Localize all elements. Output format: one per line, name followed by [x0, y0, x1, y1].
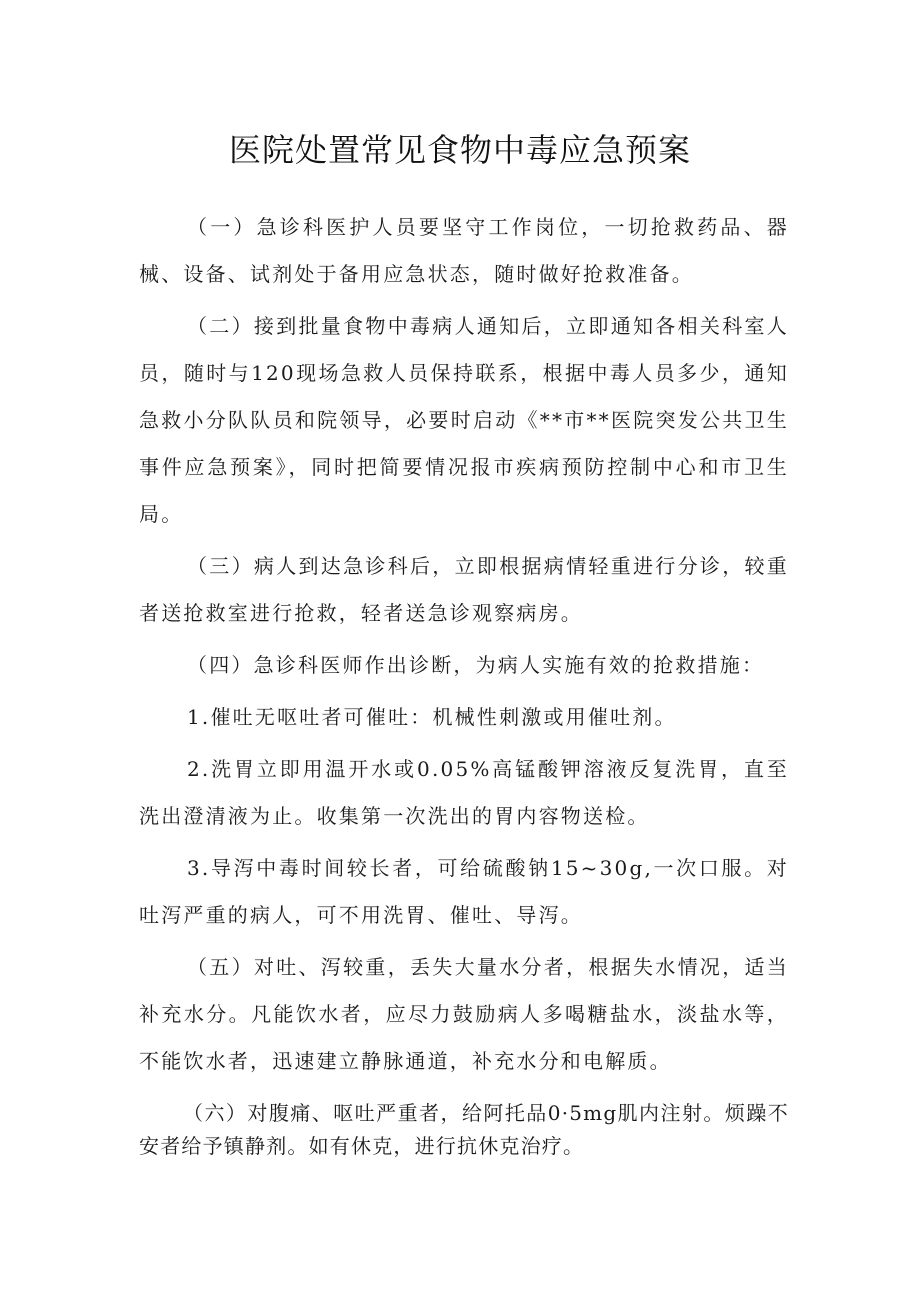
paragraph-5: （五）对吐、泻较重，丢失大量水分者，根据失水情况，适当补充水分。凡能饮水者，应尽力鼓励病人多喝糖盐水，淡盐水等，不能饮水者，迅速建立静脉通道，补充水分和电解质。 — [139, 955, 789, 1073]
document-title: 医院处置常见食物中毒应急预案 — [228, 131, 691, 169]
paragraph-6: （六）对腹痛、呕吐严重者，给阿托品0·5mg肌内注射。烦躁不安者给予镇静剂。如有休克，进行抗休克治疗。 — [139, 1101, 789, 1158]
paragraph-1: （一）急诊科医护人员要坚守工作岗位，一切抢救药品、器械、设备、试剂处于备用应急状态，随时做好抢救准备。 — [139, 215, 789, 286]
paragraph-4: （四）急诊科医师作出诊断，为病人实施有效的抢救措施： — [187, 653, 765, 677]
paragraph-4-item-3: 3.导泻中毒时间较长者，可给硫酸钠15~30g,一次口服。对吐泻严重的病人，可不用洗胃、催吐、导泻。 — [139, 856, 789, 927]
paragraph-4-item-2: 2.洗胃立即用温开水或0.05%高锰酸钾溶液反复洗胃，直至洗出澄清液为止。收集第一次洗出的胃内容物送检。 — [139, 757, 789, 828]
paragraph-2: （二）接到批量食物中毒病人通知后，立即通知各相关科室人员，随时与120现场急救人员保持联系，根据中毒人员多少，通知急救小分队队员和院领导，必要时启动《**市**医院突发公共卫生事件应急预案》，同时把简要情况报市疾病预防控制中心和市卫生局。 — [139, 314, 789, 526]
paragraph-3: （三）病人到达急诊科后，立即根据病情轻重进行分诊，较重者送抢救室进行抢救，轻者送急诊观察病房。 — [139, 554, 789, 625]
document-body — [139, 204, 789, 1168]
paragraph-4-item-1: 1.催吐无呕吐者可催吐：机械性刺激或用催吐剂。 — [187, 705, 677, 729]
